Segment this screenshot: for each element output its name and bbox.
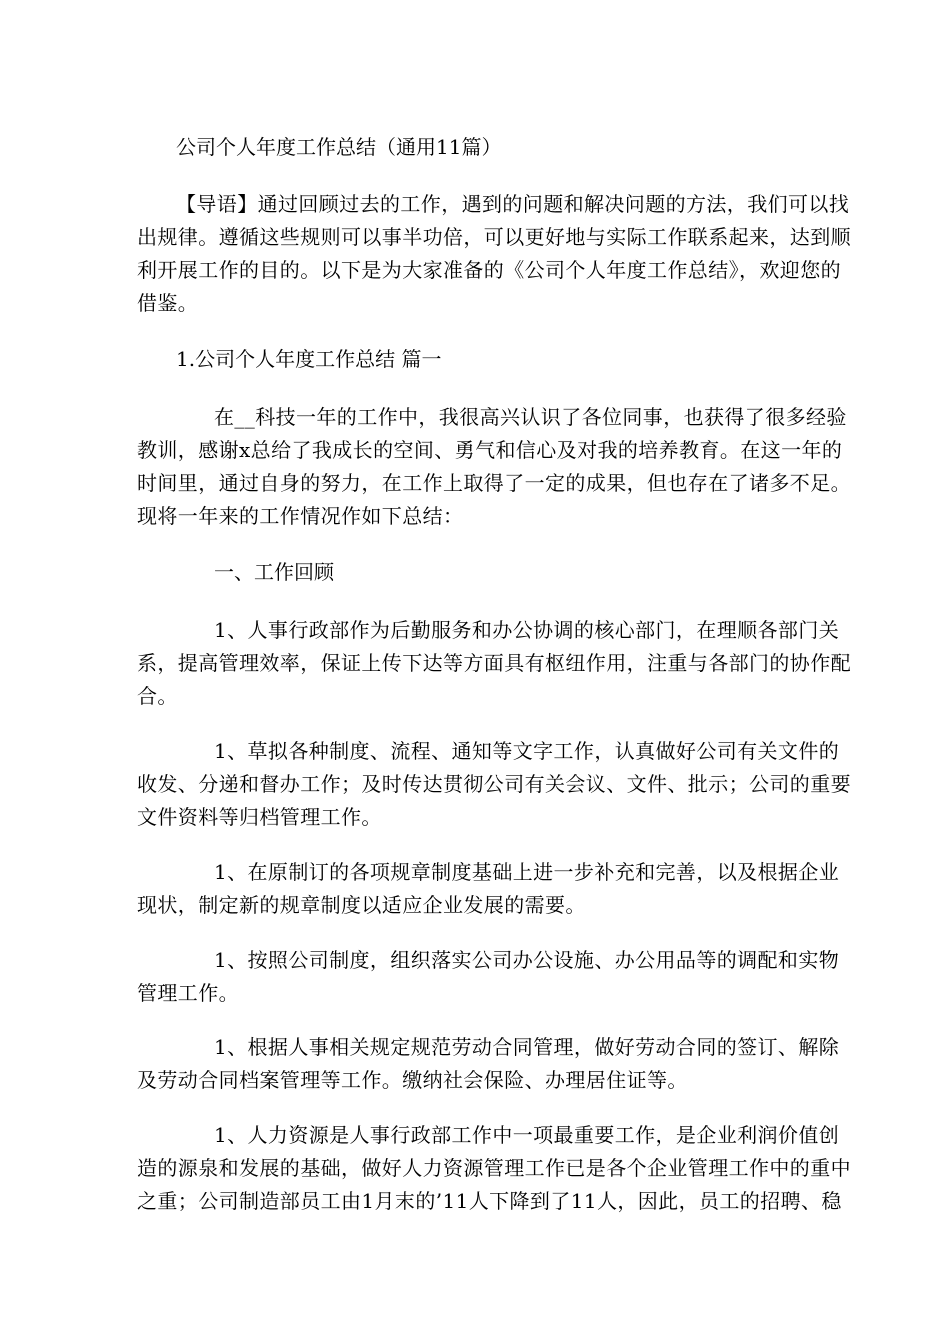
- paragraph-7-line-1: 1、根据人事相关规定规范劳动合同管理，做好劳动合同的签订、解除: [214, 1035, 840, 1059]
- paragraph-8-line-1: 1、人力资源是人事行政部工作中一项最重要工作，是企业利润价值创: [214, 1123, 840, 1147]
- intro-line-2: 出规律。遵循这些规则可以事半功倍，可以更好地与实际工作联系起来，达到顺: [137, 225, 851, 249]
- intro-line-1: 【导语】通过回顾过去的工作，遇到的问题和解决问题的方法，我们可以找: [176, 192, 850, 216]
- paragraph-4-line-2: 收发、分递和督办工作；及时传达贯彻公司有关会议、文件、批示；公司的重要: [137, 772, 851, 796]
- paragraph-3-line-1: 1、人事行政部作为后勤服务和办公协调的核心部门，在理顺各部门关: [214, 618, 840, 642]
- paragraph-5-line-2: 现状，制定新的规章制度以适应企业发展的需要。: [137, 893, 586, 917]
- paragraph-1-line-1: 在__科技一年的工作中，我很高兴认识了各位同事，也获得了很多经验: [214, 405, 847, 429]
- paragraph-3-line-2: 系，提高管理效率，保证上传下达等方面具有枢纽作用，注重与各部门的协作配: [137, 651, 851, 675]
- paragraph-3-line-3: 合。: [137, 684, 178, 708]
- paragraph-5-line-1: 1、在原制订的各项规章制度基础上进一步补充和完善，以及根据企业: [214, 860, 840, 884]
- paragraph-6-line-1: 1、按照公司制度，组织落实公司办公设施、办公用品等的调配和实物: [214, 948, 840, 972]
- paragraph-4-line-3: 文件资料等归档管理工作。: [137, 805, 382, 829]
- paragraph-1-line-3: 时间里，通过自身的努力，在工作上取得了一定的成果，但也存在了诸多不足。: [137, 471, 851, 495]
- paragraph-8-line-3: 之重；公司制造部员工由1月末的’11人下降到了11人，因此，员工的招聘、稳: [137, 1189, 842, 1213]
- document-title: 公司个人年度工作总结（通用11篇）: [176, 135, 502, 159]
- intro-line-4: 借鉴。: [137, 291, 199, 315]
- section-heading: 1.公司个人年度工作总结 篇一: [176, 347, 442, 371]
- paragraph-6-line-2: 管理工作。: [137, 981, 239, 1005]
- paragraph-1-line-4: 现将一年来的工作情况作如下总结：: [137, 504, 464, 528]
- intro-line-3: 利开展工作的目的。以下是为大家准备的《公司个人年度工作总结》，欢迎您的: [137, 258, 841, 282]
- paragraph-8-line-2: 造的源泉和发展的基础，做好人力资源管理工作已是各个企业管理工作中的重中: [137, 1156, 851, 1180]
- paragraph-1-line-2: 教训，感谢x总给了我成长的空间、勇气和信心及对我的培养教育。在这一年的: [137, 438, 843, 462]
- paragraph-7-line-2: 及劳动合同档案管理等工作。缴纳社会保险、办理居住证等。: [137, 1068, 688, 1092]
- paragraph-4-line-1: 1、草拟各种制度、流程、通知等文字工作，认真做好公司有关文件的: [214, 739, 840, 763]
- subheading-work-review: 一、工作回顾: [214, 560, 334, 584]
